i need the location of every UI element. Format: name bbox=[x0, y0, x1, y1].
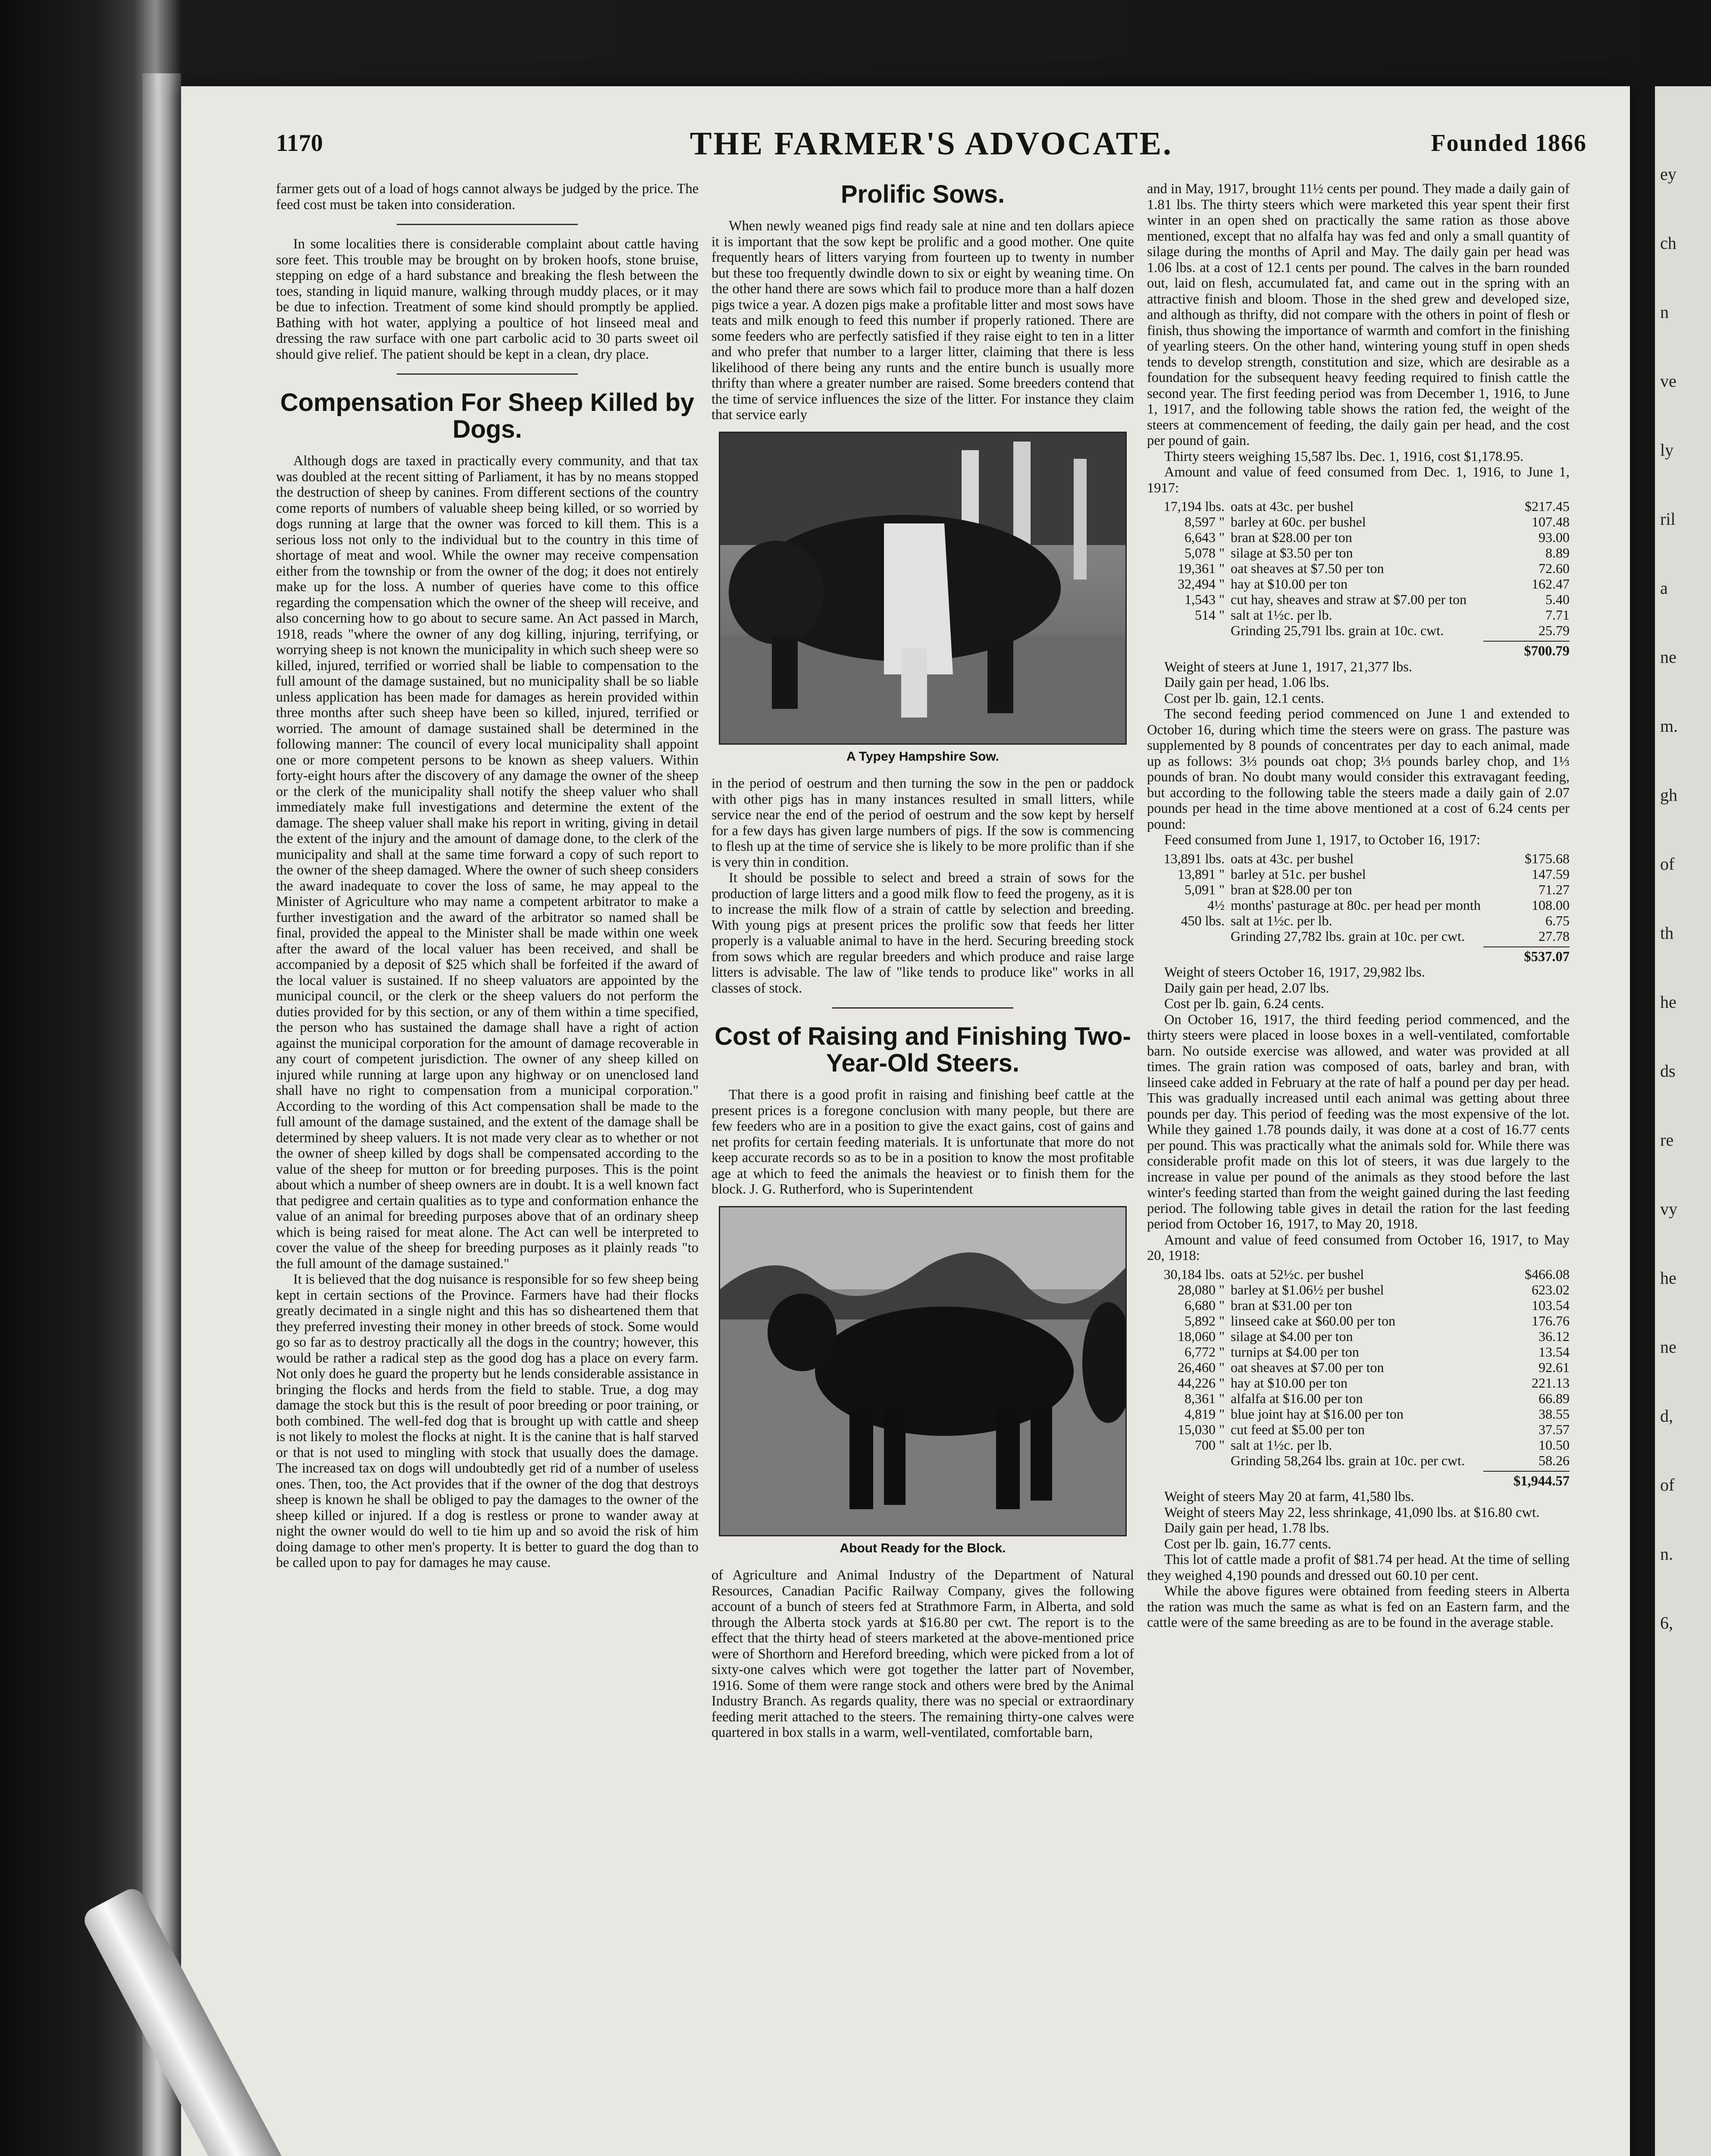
feed-cell-amount: 176.76 bbox=[1532, 1313, 1570, 1329]
feed-row bbox=[1147, 1329, 1570, 1344]
feed-cell-amount: 7.71 bbox=[1545, 607, 1570, 623]
feed-cell-description: salt at 1½c. per lb. bbox=[1231, 912, 1332, 928]
feed-cell-quantity: 5,078 " bbox=[1184, 545, 1225, 561]
adjacent-text-fragment: ve bbox=[1660, 371, 1677, 391]
feed-row bbox=[1147, 1360, 1570, 1375]
feed-table-3-total: $1,944.57 bbox=[1483, 1471, 1570, 1489]
paragraph: of Agriculture and Animal Industry of the Department of Natural Resources, Canadian Pacific Railway Company, gives the following account of a bunch of steers fed at Strathmore Farm, in Alberta, and sold through the Alberta stock yards at $16.80 per cwt. The report is to the effect that the thirty head of steers marketed at the above-mentioned price were of Shorthorn and Hereford breeding, which were picked from a lot of sixty-one calves which were got together the latter part of November, 1916. Some of them were range stock and others were bred by the Animal Industry Branch. As regards quality, there was no special or extraordinary feeding merit attached to the steers. The remaining thirty-one calves were quartered in box stalls in a warm, well-ventilated, comfortable barn, bbox=[711, 1567, 1134, 1740]
photo-hampshire-sow bbox=[719, 432, 1127, 745]
feed-cell-quantity: 32,494 " bbox=[1177, 576, 1225, 592]
feed-cell-description: months' pasturage at 80c. per head per month bbox=[1231, 897, 1481, 913]
paragraph: While the above figures were obtained from feeding steers in Alberta the ration was much the same as what is fed on an Eastern farm, and the cattle were of the same breeding as are to be found in the average stable. bbox=[1147, 1583, 1570, 1630]
adjacent-text-fragment: vy bbox=[1660, 1199, 1677, 1219]
feed-row bbox=[1147, 882, 1570, 897]
divider bbox=[397, 373, 578, 375]
feed-row bbox=[1147, 1297, 1570, 1313]
feed-cell-description: hay at $10.00 per ton bbox=[1231, 576, 1348, 592]
feed-cell-amount: 13.54 bbox=[1539, 1344, 1570, 1360]
feed-cell-amount: 58.26 bbox=[1539, 1452, 1570, 1468]
result-line: Daily gain per head, 2.07 lbs. bbox=[1164, 980, 1329, 996]
sow-photo-illustration bbox=[720, 433, 1125, 743]
feed-cell-quantity: 18,060 " bbox=[1177, 1328, 1225, 1344]
feed-row bbox=[1147, 913, 1570, 928]
feed-row bbox=[1147, 623, 1570, 638]
masthead-title: THE FARMER'S ADVOCATE. bbox=[689, 125, 1173, 162]
feed-table-1-total: $700.79 bbox=[1483, 641, 1570, 659]
photo-caption: A Typey Hampshire Sow. bbox=[846, 749, 999, 764]
feed-cell-quantity: 15,030 " bbox=[1177, 1421, 1225, 1437]
feed-cell-description: hay at $10.00 per ton bbox=[1231, 1375, 1348, 1391]
feed-cell-description: bran at $31.00 per ton bbox=[1231, 1297, 1352, 1313]
feed-cell-amount: 108.00 bbox=[1532, 897, 1570, 913]
adjacent-text-fragment: ey bbox=[1660, 164, 1677, 184]
feed-cell-description: oats at 43c. per bushel bbox=[1231, 850, 1354, 866]
feed-cell-quantity: 17,194 lbs. bbox=[1163, 498, 1225, 514]
feed-cell-description: Grinding 25,791 lbs. grain at 10c. cwt. bbox=[1231, 623, 1444, 638]
feed-cell-quantity: 5,091 " bbox=[1184, 881, 1225, 897]
feed-row bbox=[1147, 1453, 1570, 1468]
feed-cell-description: oat sheaves at $7.50 per ton bbox=[1231, 561, 1384, 576]
feed-cell-quantity bbox=[1147, 928, 1231, 944]
feed-cell-description: alfalfa at $16.00 per ton bbox=[1231, 1390, 1363, 1406]
adjacent-page-edge bbox=[1655, 86, 1711, 2156]
feed-cell-description: Grinding 58,264 lbs. grain at 10c. per cwt. bbox=[1231, 1452, 1465, 1468]
feed-row bbox=[1147, 1266, 1570, 1282]
feed-row bbox=[1147, 498, 1570, 514]
newspaper-page bbox=[181, 86, 1630, 2156]
feed-cell-quantity: 5,892 " bbox=[1184, 1313, 1225, 1329]
article-heading-sheep: Compensation For Sheep Killed by Dogs. bbox=[280, 389, 695, 443]
feed-cell-amount: 25.79 bbox=[1539, 623, 1570, 638]
article-heading-sows: Prolific Sows. bbox=[840, 180, 1005, 208]
feed-cell-description: linseed cake at $60.00 per ton bbox=[1231, 1313, 1396, 1329]
feed-cell-description: silage at $3.50 per ton bbox=[1231, 545, 1353, 561]
feed-cell-amount: 623.02 bbox=[1532, 1282, 1570, 1297]
adjacent-text-fragment: a bbox=[1660, 578, 1668, 598]
feed-cell-description: cut hay, sheaves and straw at $7.00 per ton bbox=[1231, 592, 1467, 607]
feed-table-2-total: $537.07 bbox=[1483, 946, 1570, 965]
feed-cell-amount: 93.00 bbox=[1539, 530, 1570, 545]
book-binding bbox=[142, 73, 181, 2156]
feed-cell-amount: 37.57 bbox=[1539, 1421, 1570, 1437]
adjacent-text-fragment: ne bbox=[1660, 647, 1677, 667]
feed-cell-amount: $175.68 bbox=[1525, 850, 1570, 866]
feed-cell-amount: 92.61 bbox=[1539, 1359, 1570, 1375]
feed-row bbox=[1147, 561, 1570, 576]
feed-cell-amount: 66.89 bbox=[1539, 1390, 1570, 1406]
adjacent-text-fragment: of bbox=[1660, 854, 1675, 874]
feed-cell-description: salt at 1½c. per lb. bbox=[1231, 607, 1332, 623]
paragraph: It is believed that the dog nuisance is responsible for so few sheep being kept in certain sections of the Province. Farmers have had their flocks greatly decimated in a single night and this has so disheartened them that they preferred investing their money in other breeds of stock. Some would go so far as to destroy practically all the dogs in the country; however, this would be rather a radical step as the good dog has a place on every farm. Not only does he guard the property but he lends considerable assistance in bringing the flocks and herds from the field to stable. True, a dog may damage the stock but this is the result of poor breeding or poor training, or both combined. The well-fed dog that is brought up with cattle and sheep is not likely to molest the flocks at night. It is the canine that is half starved or that is not used to mingling with stock that usually does the damage. The increased tax on dogs will undoubtedly get rid of a number of useless ones. Then, too, the Act provides that if the owner of the dog that destroys sheep is known he shall be obliged to pay the damages to the owner of the sheep killed or injured. If a dog is restless or prone to wander away at night the owner would do well to tie him up and so avoid the risk of him doing damage to other men's property. It is better to guard the dog than to be called upon to pay for damages he may cause. bbox=[276, 1272, 699, 1570]
feed-cell-amount: 71.27 bbox=[1539, 881, 1570, 897]
adjacent-text-fragment: he bbox=[1660, 1268, 1677, 1288]
result-line: Cost per lb. gain, 12.1 cents. bbox=[1164, 690, 1324, 706]
column-1 bbox=[276, 181, 699, 1571]
feed-cell-description: barley at 51c. per bushel bbox=[1231, 866, 1366, 882]
adjacent-text-fragment: th bbox=[1660, 923, 1674, 943]
feed-cell-quantity: 8,597 " bbox=[1184, 514, 1225, 530]
feed-row bbox=[1147, 1375, 1570, 1391]
feed-cell-quantity: 514 " bbox=[1194, 607, 1225, 623]
feed-cell-amount: 107.48 bbox=[1532, 514, 1570, 530]
adjacent-text-fragment: ly bbox=[1660, 440, 1674, 460]
feed-row bbox=[1147, 866, 1570, 882]
column-3 bbox=[1147, 181, 1570, 1631]
feed-cell-quantity: 13,891 lbs. bbox=[1163, 850, 1225, 866]
feed-cell-description: barley at $1.06½ per bushel bbox=[1231, 1282, 1384, 1297]
result-line: Daily gain per head, 1.78 lbs. bbox=[1164, 1520, 1329, 1536]
feed-row bbox=[1147, 607, 1570, 623]
feed-cell-quantity: 8,361 " bbox=[1184, 1390, 1225, 1406]
feed-cell-description: oat sheaves at $7.00 per ton bbox=[1231, 1359, 1384, 1375]
feed-cell-quantity: 450 lbs. bbox=[1181, 912, 1225, 928]
paragraph: farmer gets out of a load of hogs cannot always be judged by the price. The feed cost must be taken into consideration. bbox=[276, 181, 699, 213]
feed-cell-quantity: 6,680 " bbox=[1184, 1297, 1225, 1313]
feed-row bbox=[1147, 1391, 1570, 1406]
page-number: 1170 bbox=[276, 130, 323, 157]
paragraph: That there is a good profit in raising and finishing beef cattle at the present prices is a foregone conclusion with many people, but there are few feeders who are in a position to give the exact gains, cost of gains and net profits for certain feeding materials. It is unfortunate that more do not keep accurate records so as to be in a position to know the most profitable age at which to feed the animals the heaviest or to finish them for the block. J. G. Rutherford, who is Superintendent bbox=[711, 1087, 1134, 1197]
feed-row bbox=[1147, 851, 1570, 866]
paragraph: Amount and value of feed consumed from October 16, 1917, to May 20, 1918: bbox=[1147, 1232, 1570, 1263]
feed-row bbox=[1147, 928, 1570, 944]
paragraph: in the period of oestrum and then turning the sow in the pen or paddock with other pigs has in many instances resulted in small litters, while service near the end of the period of oestrum and the sow kept by herself for a few days has given large numbers of pigs. If the sow is commencing to flesh up at the time of service she is likely to be more prolific than if she is very thin in condition. bbox=[711, 776, 1134, 870]
result-line: Weight of steers May 22, less shrinkage, 41,090 lbs. at $16.80 cwt. bbox=[1164, 1504, 1540, 1520]
adjacent-text-fragment: m. bbox=[1660, 716, 1678, 736]
paragraph: This lot of cattle made a profit of $81.74 per head. At the time of selling they weighed 4,190 pounds and dressed out 60.10 per cent. bbox=[1147, 1552, 1570, 1583]
feed-cell-amount: 147.59 bbox=[1532, 866, 1570, 882]
adjacent-text-fragment: re bbox=[1660, 1130, 1674, 1150]
paragraph: Although dogs are taxed in practically every community, and that tax was doubled at the recent sitting of Parliament, it has by no means stopped the destruction of sheep by canines. From different sections of the country come reports of numbers of valuable sheep being killed, or so worried by dogs running at large that the owner was forced to kill them. This is a serious loss not only to the individual but to the country in this time of shortage of meat and wool. While the owner may receive compensation either from the township or from the owner of the dog; it does not entirely make up for the loss. A number of queries have come to this office regarding the compensation which the owner of the sheep will receive, and also concerning how to go about to secure same. An Act passed in March, 1918, reads "where the owner of any dog killing, injuring, terrifying, or worrying sheep is not known the municipality in which such sheep were so killed, injured, terrified or worried shall be liable to compensation to the full amount of the damage sustained, but no municipality shall be so liable unless application has been made for damages as herein provided within three months after such sheep have been so killed, injured, terrified or worried. The amount of damage sustained shall be determined in the following manner: The council of every local municipality shall appoint one or more competent persons to be known as sheep valuers. Within forty-eight hours after the discovery of any damage the owner of the sheep or the clerk of the municipality shall notify the sheep valuer who shall immediately make full investigations and determine the extent of the damage. The sheep valuer shall make his report in writing, giving in detail the extent of the injury and the amount of damage done, to the clerk of the municipality and shall at the same time forward a copy of such report to the owner of the sheep damaged. Where the owner of such sheep considers the award inadequate to cover the loss of same, he may appeal to the Minister of Agriculture who may name a competent arbitrator to make a further investigation and the award of the arbitrator so named shall be final, provided the appeal to the Minister shall be made within one week after the award of the local valuer has been received, and shall be accompanied by a deposit of $25 which shall be forfeited if the award of the local valuer is sustained. If no sheep valuators are appointed by the municipal council, or the clerk or the sheep valuers do not perform the duties provided for by this section, or any of them within a time specified, the person who has sustained the damage shall have a right of action against the municipal corporation for the amount of damage recoverable in any court of competent jurisdiction. The owner of any sheep killed on injured while running at large upon any highway or on unenclosed land shall have no right to compensation from a municipal corporation." According to the wording of this Act compensation shall be made to the full amount of the damage sustained, and the extent of the damage shall be determined by sheep valuers. It is not made very clear as to whether or not the owner of sheep killed by dogs shall be compensated according to the value of the sheep for mutton or for breeding purposes. This is the point about which a number of sheep owners are in doubt. It is a well known fact that pedigree and certain qualities as to type and conformation enhance the value of an animal for breeding purposes above that of an ordinary sheep which is being raised for meat alone. The Act can well be interpreted to cover the value of the sheep for breeding purposes as it plainly reads "to the full amount of the damage sustained." bbox=[276, 453, 699, 1272]
feed-cell-quantity: 44,226 " bbox=[1177, 1375, 1225, 1391]
adjacent-text-fragment: he bbox=[1660, 992, 1677, 1012]
feed-cell-description: silage at $4.00 per ton bbox=[1231, 1328, 1353, 1344]
adjacent-text-fragment: 6, bbox=[1660, 1613, 1673, 1633]
feed-cell-description: salt at 1½c. per lb. bbox=[1231, 1437, 1332, 1453]
feed-cell-quantity: 1,543 " bbox=[1184, 592, 1225, 607]
feed-cell-quantity: 6,643 " bbox=[1184, 530, 1225, 545]
feed-row bbox=[1147, 1344, 1570, 1360]
feed-cell-description: Grinding 27,782 lbs. grain at 10c. per cwt. bbox=[1231, 928, 1465, 944]
paragraph: Thirty steers weighing 15,587 lbs. Dec. 1, 1916, cost $1,178.95. bbox=[1164, 448, 1524, 464]
feed-cell-amount: $466.08 bbox=[1525, 1266, 1570, 1282]
article-heading-steers: Cost of Raising and Finishing Two-Year-Old Steers. bbox=[714, 1022, 1131, 1077]
feed-cell-amount: 221.13 bbox=[1532, 1375, 1570, 1391]
paragraph: and in May, 1917, brought 11½ cents per pound. They made a daily gain of 1.81 lbs. The thirty steers which were marketed this year spent their first winter in an open shed on practically the same ration as those above mentioned, except that no alfalfa hay was fed and only a small quantity of silage during the months of April and May. The daily gain per head was 1.06 lbs. at a cost of 12.1 cents per pound. The calves in the barn rounded out, laid on flesh, accumulated fat, and came out in the spring with an attractive finish and bloom. Those in the shed grew and developed size, and although as thrifty, did not compare with the others in point of flesh or finish, thus showing the importance of warmth and comfort in the finishing of yearling steers. On the other hand, wintering young stuff in open sheds tends to develop strength, constitution and size, which are desirable as a foundation for the subsequent heavy feeding required to finish cattle the second year. The first feeding period was from December 1, 1916, to June 1, 1917, and the following table shows the ration fed, the weight of the steers at commencement of feeding, the daily gain per head, and the cost per pound of gain. bbox=[1147, 181, 1570, 448]
paragraph: When newly weaned pigs find ready sale at nine and ten dollars apiece it is important that the sow kept be prolific and a good mother. One quite frequently hears of litters varying from fourteen up to twenty in number but these too frequently dwindle down to six or eight by weaning time. On the other hand there are sows which fail to produce more than a half dozen pigs twice a year. A dozen pigs make a profitable litter and most sows have teats and milk enough to feed this number if properly rationed. There are some feeders who are perfectly satisfied if they raise eight to ten in a litter and who prefer that number to a larger litter, claiming that there is less likelihood of there being any runts and the entire bunch is usually more thrifty than where a greater number are raised. Some breeders contend that the time of service influences the size of the litter. For instance they claim that service early bbox=[711, 218, 1134, 423]
result-line: Cost per lb. gain, 6.24 cents. bbox=[1164, 996, 1324, 1012]
column-2 bbox=[711, 181, 1134, 1741]
feed-cell-amount: 8.89 bbox=[1545, 545, 1570, 561]
feed-cell-amount: 27.78 bbox=[1539, 928, 1570, 944]
feed-cell-amount: 162.47 bbox=[1532, 576, 1570, 592]
photo-steer bbox=[719, 1206, 1127, 1536]
paragraph: In some localities there is considerable complaint about cattle having sore feet. This trouble may be brought on by broken hoofs, stone bruise, stepping on edge of a hard substance and breaking the flesh between the toes, standing in liquid manure, walking through muddy places, or it may be due to infection. Treatment of some kind should promptly be applied. Bathing with hot water, applying a poultice of hot linseed meal and dressing the raw surface with one part carbolic acid to 30 parts sweet oil should give relief. The patient should be kept in a clean, dry place. bbox=[276, 236, 699, 362]
feed-cell-quantity: 28,080 " bbox=[1177, 1282, 1225, 1297]
feed-cell-quantity: 4½ bbox=[1207, 897, 1225, 913]
result-line: Cost per lb. gain, 16.77 cents. bbox=[1164, 1536, 1332, 1552]
feed-cell-description: oats at 43c. per bushel bbox=[1231, 498, 1354, 514]
page-header bbox=[276, 125, 1587, 172]
feed-cell-amount: 10.50 bbox=[1539, 1437, 1570, 1453]
feed-row bbox=[1147, 514, 1570, 530]
feed-cell-quantity bbox=[1147, 1453, 1231, 1468]
feed-row bbox=[1147, 1437, 1570, 1453]
adjacent-text-fragment: d, bbox=[1660, 1406, 1673, 1426]
feed-cell-quantity: 30,184 lbs. bbox=[1163, 1266, 1225, 1282]
feed-cell-quantity: 700 " bbox=[1194, 1437, 1225, 1453]
adjacent-text-fragment: n bbox=[1660, 302, 1669, 322]
feed-cell-description: bran at $28.00 per ton bbox=[1231, 530, 1352, 545]
feed-cell-quantity: 6,772 " bbox=[1184, 1344, 1225, 1360]
feed-row bbox=[1147, 1422, 1570, 1437]
feed-cell-amount: 6.75 bbox=[1545, 912, 1570, 928]
feed-table-2 bbox=[1147, 851, 1570, 944]
feed-table-1 bbox=[1147, 498, 1570, 638]
feed-cell-amount: 38.55 bbox=[1539, 1406, 1570, 1422]
result-line: Weight of steers October 16, 1917, 29,982 lbs. bbox=[1164, 965, 1425, 980]
feed-cell-quantity bbox=[1147, 623, 1231, 638]
paragraph: On October 16, 1917, the third feeding period commenced, and the thirty steers were placed in loose boxes in a well-ventilated, comfortable barn. No outside exercise was allowed, and water was provided at all times. The grain ration was composed of oats, barley and bran, with linseed cake added in February at the rate of half a pound per day per head. This was gradually increased until each animal was getting about three pounds per day. This period of feeding was the most expensive of the lot. While they gained 1.78 pounds daily, it was done at a cost of 16.77 cents per pound. This was practically what the animals sold for. While there was considerable profit made on this lot of steers, it was due largely to the increase in value per pound of the animals as they stood before the last winter's feeding started than from the weight gained during the last feeding period. The following table gives in detail the ration for the last feeding period from October 16, 1917, to May 20, 1918. bbox=[1147, 1012, 1570, 1232]
feed-cell-description: bran at $28.00 per ton bbox=[1231, 881, 1352, 897]
adjacent-text-fragment: n. bbox=[1660, 1544, 1673, 1564]
adjacent-text-fragment: ril bbox=[1660, 509, 1676, 529]
adjacent-text-fragment: ds bbox=[1660, 1061, 1676, 1081]
feed-cell-description: cut feed at $5.00 per ton bbox=[1231, 1421, 1365, 1437]
adjacent-text-fragment: ne bbox=[1660, 1337, 1677, 1357]
feed-cell-amount: $217.45 bbox=[1525, 498, 1570, 514]
paragraph: Amount and value of feed consumed from Dec. 1, 1916, to June 1, 1917: bbox=[1147, 464, 1570, 496]
feed-cell-amount: 72.60 bbox=[1539, 561, 1570, 576]
feed-row bbox=[1147, 530, 1570, 545]
feed-cell-description: oats at 52½c. per bushel bbox=[1231, 1266, 1364, 1282]
founded-year: Founded 1866 bbox=[1431, 130, 1587, 157]
feed-cell-amount: 5.40 bbox=[1545, 592, 1570, 607]
adjacent-text-fragment: of bbox=[1660, 1475, 1675, 1495]
feed-row bbox=[1147, 1313, 1570, 1329]
feed-cell-quantity: 13,891 " bbox=[1177, 866, 1225, 882]
adjacent-text-fragment: ch bbox=[1660, 233, 1677, 253]
feed-cell-description: blue joint hay at $16.00 per ton bbox=[1231, 1406, 1404, 1422]
feed-cell-quantity: 4,819 " bbox=[1184, 1406, 1225, 1422]
feed-cell-description: barley at 60c. per bushel bbox=[1231, 514, 1366, 530]
result-line: Weight of steers May 20 at farm, 41,580 lbs. bbox=[1164, 1489, 1414, 1504]
feed-cell-quantity: 19,361 " bbox=[1177, 561, 1225, 576]
adjacent-text-fragment: gh bbox=[1660, 785, 1677, 805]
feed-row bbox=[1147, 1282, 1570, 1297]
paragraph: Feed consumed from June 1, 1917, to October 16, 1917: bbox=[1164, 832, 1480, 848]
feed-row bbox=[1147, 897, 1570, 913]
divider bbox=[832, 1007, 1013, 1009]
feed-cell-amount: 36.12 bbox=[1539, 1328, 1570, 1344]
feed-cell-amount: 103.54 bbox=[1532, 1297, 1570, 1313]
paragraph: It should be possible to select and breed a strain of sows for the production of large litters and a good milk flow to feed the progeny, as it is to increase the milk flow of a strain of cattle by selection and breeding. With young pigs at present prices the prolific sow that feeds her litter properly is a valuable animal to have in the herd. Securing breeding stock from sows which are regular breeders and which produce and raise large litters is advisable. The law of "like tends to produce like" works in all classes of stock. bbox=[711, 870, 1134, 996]
result-line: Weight of steers at June 1, 1917, 21,377 lbs. bbox=[1164, 659, 1413, 675]
feed-row bbox=[1147, 545, 1570, 561]
feed-row bbox=[1147, 576, 1570, 592]
paragraph: The second feeding period commenced on June 1 and extended to October 16, during which time the steers were on grass. The pasture was supplemented by 8 pounds of concentrates per day to each animal, made up as follows: 3⅓ pounds oat chop; 3⅓ pounds barley chop, and 1⅓ pounds of bran. No doubt many would consider this extravagant feeding, but according to the following table the steers made a daily gain of 2.07 pounds per head in the time above mentioned at a cost of 6.24 cents per pound: bbox=[1147, 706, 1570, 832]
feed-row bbox=[1147, 592, 1570, 607]
result-line: Daily gain per head, 1.06 lbs. bbox=[1164, 675, 1329, 690]
feed-row bbox=[1147, 1406, 1570, 1422]
divider bbox=[397, 224, 578, 225]
steer-photo-illustration bbox=[720, 1207, 1125, 1535]
photo-caption: About Ready for the Block. bbox=[840, 1541, 1006, 1555]
feed-table-3 bbox=[1147, 1266, 1570, 1468]
feed-cell-quantity: 26,460 " bbox=[1177, 1359, 1225, 1375]
feed-cell-description: turnips at $4.00 per ton bbox=[1231, 1344, 1359, 1360]
